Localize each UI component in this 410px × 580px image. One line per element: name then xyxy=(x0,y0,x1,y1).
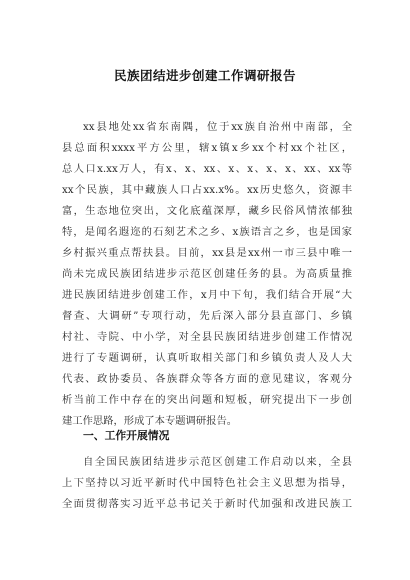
paragraph-line: 进民族团结进步创建工作，x月中下旬，我们结合开展“大 xyxy=(62,289,352,301)
paragraph-line: xx县地处xx省东南隅，位于xx族自治州中南部，全 xyxy=(83,121,352,133)
paragraph-line: 乡村振兴重点帮扶县。目前，xx县是xx州一市三县中唯一 xyxy=(62,247,352,259)
document-title: 民族团结进步创建工作调研报告 xyxy=(113,68,296,83)
paragraph-line: 建工作思路，形成了本专题调研报告。 xyxy=(62,415,238,427)
paragraph-line: 自全国民族团结进步示范区创建工作启动以来，全县 xyxy=(83,456,352,468)
paragraph-line: 县总面积xxxx平方公里，辖x镇x乡xx个村xx个社区， xyxy=(62,142,352,154)
paragraph-line: 析当前工作中存在的突出问题和短板，研究提出下一步创 xyxy=(62,394,352,406)
paragraph-line: 代表、政协委员、各族群众等各方面的意见建议，客观分 xyxy=(62,373,352,385)
paragraph-line: 尚未完成民族团结进步示范区创建任务的县。为高质量推 xyxy=(62,268,352,280)
paragraph-line: 总人口x.xx万人，有x、x、xx、x、x、x、x、xx、xx等 xyxy=(62,163,352,175)
paragraph-line: 特，是闻名遐迩的石刻艺术之乡、x族语言之乡，也是国家 xyxy=(62,226,352,238)
paragraph-line: 进行了专题调研，认真听取相关部门和乡镇负责人及人大 xyxy=(62,352,352,364)
paragraph-line: 富，生态地位突出，文化底蕴深厚，藏乡民俗风情浓郁独 xyxy=(62,205,352,217)
section-heading: 一、工作开展情况 xyxy=(83,429,170,442)
paragraph-line: 全面贯彻落实习近平总书记关于新时代加强和改进民族工 xyxy=(62,498,352,510)
paragraph-line: xx个民族，其中藏族人口占xx.x%。xx历史悠久，资源丰 xyxy=(62,184,352,196)
paragraph-line: 上下坚持以习近平新时代中国特色社会主义思想为指导， xyxy=(62,477,352,489)
paragraph-line: 督查、大调研”专项行动，先后深入部分县直部门、乡镇 xyxy=(62,310,352,322)
paragraph-line: 村社、寺院、中小学，对全县民族团结进步创建工作情况 xyxy=(62,331,352,343)
